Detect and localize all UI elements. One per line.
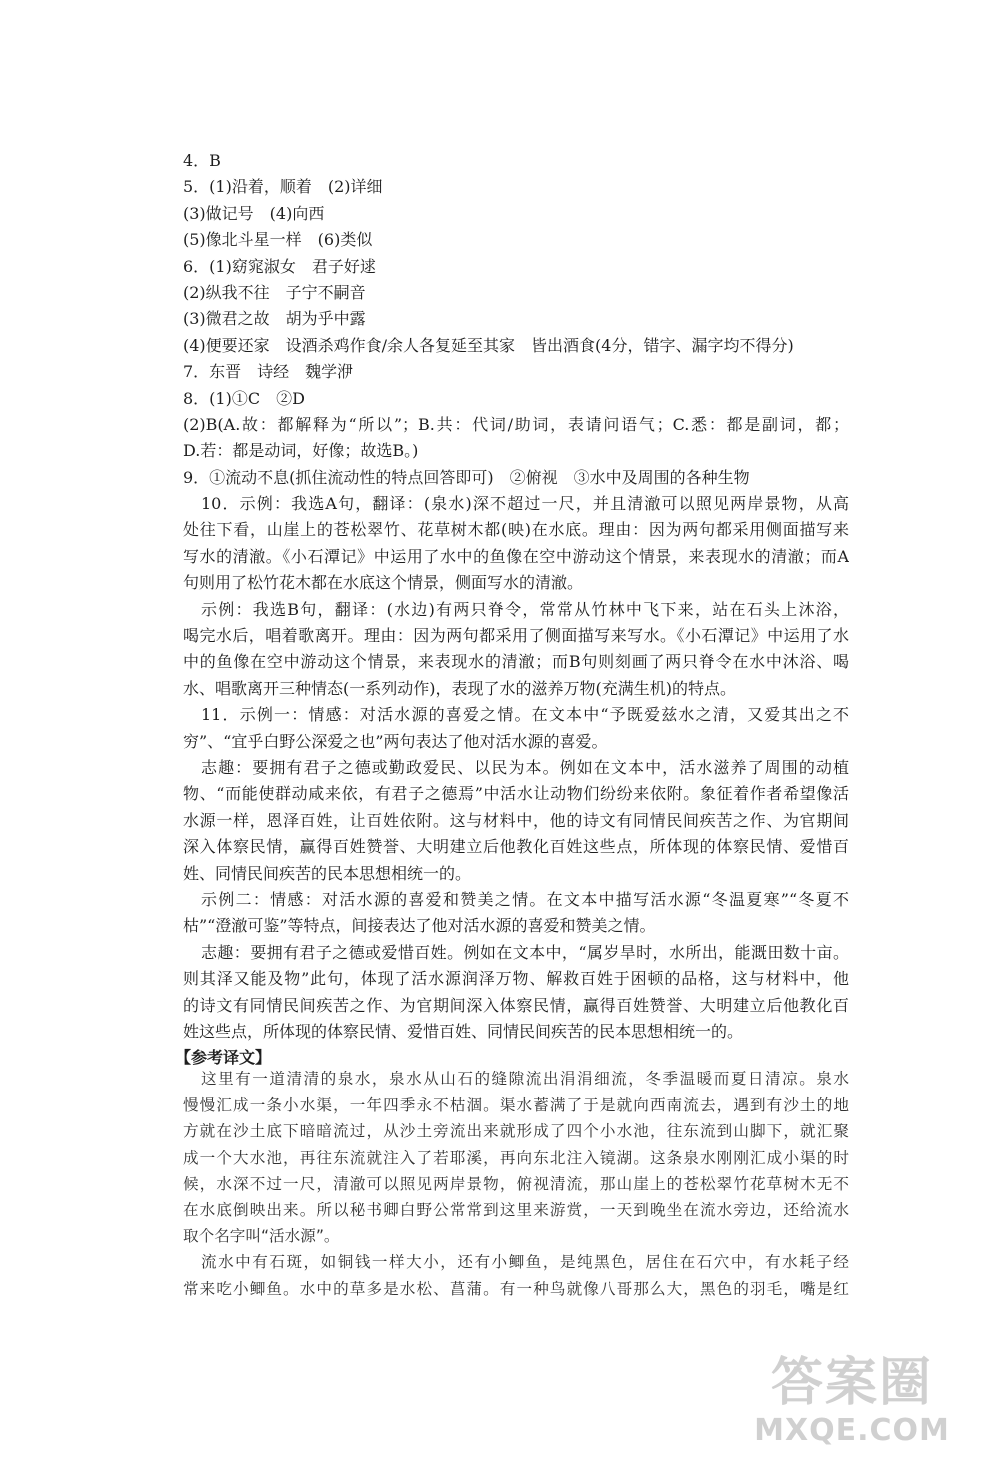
answer-line: (2)纵我不往 子宁不嗣音 bbox=[183, 282, 366, 302]
answer-line: 4．B bbox=[183, 151, 221, 170]
answer-line: (4)便要还家 设酒杀鸡作食/余人各复延至其家 皆出酒食(4分，错字、漏字均不得分) bbox=[183, 335, 794, 355]
answer-line: 喝完水后，唱着歌离开。理由：因为两句都采用了侧面描写来写水。《小石潭记》中运用了水 bbox=[183, 626, 849, 646]
answer-line: (3)做记号 (4)向西 bbox=[183, 203, 325, 223]
answer-line: 写水的清澈。《小石潭记》中运用了水中的鱼像在空中游动这个情景，来表现水的清澈；而A bbox=[183, 546, 849, 566]
translation-line: 常来吃小鲫鱼。水中的草多是水松、菖蒲。有一种鸟就像八哥那么大，黑色的羽毛，嘴是红 bbox=[183, 1279, 849, 1298]
answer-line: 则其泽又能及物”此句，体现了活水源润泽万物、解救百姓于困顿的品格，这与材料中，他 bbox=[183, 969, 849, 989]
answer-line: 8．(1)①C ②D bbox=[183, 388, 305, 408]
translation-line: 这里有一道清清的泉水，泉水从山石的缝隙流出涓涓细流，冬季温暖而夏日清凉。泉水 bbox=[201, 1070, 849, 1088]
translation-line: 取个名字叫“活水源”。 bbox=[183, 1227, 340, 1246]
translation-line: 方就在沙土底下暗暗流过，从沙土旁流出来就形成了四个小水池，往东流到山脚下，就汇聚 bbox=[183, 1122, 849, 1141]
answer-line: 句则用了松竹花木都在水底这个情景，侧面写水的清澈。 bbox=[183, 573, 584, 593]
answer-line: 深入体察民情，赢得百姓赞誉、大明建立后他教化百姓这些点，所体现的体察民情、爱惜百 bbox=[183, 837, 849, 857]
answer-line: 示例二：情感：对活水源的喜爱和赞美之情。在文本中描写活水源“冬温夏寒”“冬夏不 bbox=[201, 889, 849, 909]
answer-line: 示例：我选B句，翻译：(水边)有两只脊令，常常从竹林中飞下来，站在石头上沐浴， bbox=[201, 599, 849, 619]
watermark-text: 答案圈 bbox=[770, 1353, 933, 1413]
answer-line: 姓、同情民间疾苦的民本思想相统一的。 bbox=[183, 863, 472, 883]
answer-line: 7．东晋 诗经 魏学洢 bbox=[183, 362, 354, 382]
translation-line: 候，水深不过一尺，清澈可以照见两岸景物，俯视清流，那山崖上的苍松翠竹花草树木无不 bbox=[183, 1174, 849, 1193]
answer-line: 9．①流动不息(抓住流动性的特点回答即可) ②俯视 ③水中及周围的各种生物 bbox=[183, 467, 750, 487]
answer-line: D.若：都是动词，好像；故选B。) bbox=[183, 441, 419, 461]
answer-line: 6．(1)窈窕淑女 君子好逑 bbox=[183, 256, 376, 276]
answer-line: 11．示例一：情感：对活水源的喜爱之情。在文本中“予既爱兹水之清，又爱其出之不 bbox=[201, 705, 849, 725]
answer-line: 枯”“澄澈可鉴”等特点，间接表达了他对活水源的喜爱和赞美之情。 bbox=[183, 916, 656, 936]
answer-line: (2)B(A.故：都解释为“所以”；B.共：代词/助词，表请问语气；C.悉：都是副词，都； bbox=[183, 414, 849, 434]
answer-line: 5．(1)沿着，顺着 (2)详细 bbox=[183, 177, 383, 197]
translation-section bbox=[183, 1066, 849, 1302]
answer-line: 处往下看，山崖上的苍松翠竹、花草树木都(映)在水底。理由：因为两句都采用侧面描写来 bbox=[183, 520, 849, 540]
answer-line: 中的鱼像在空中游动这个情景，来表现水的清澈；而B句则刻画了两只脊令在水中沐浴、喝 bbox=[183, 652, 849, 672]
translation-line: 在水底倒映出来。所以秘书卿白野公常常到这里来游赏，一天到晚坐在流水旁边，还给流水 bbox=[183, 1200, 849, 1219]
translation-line: 慢慢汇成一条小水渠，一年四季永不枯涸。渠水蓄满了于是就向西南流去，遇到有沙土的地 bbox=[183, 1096, 849, 1115]
answer-line: (3)微君之故 胡为乎中露 bbox=[183, 309, 366, 329]
reference-translation-heading: 【参考译文】 bbox=[175, 1048, 272, 1068]
answer-line: 物、“而能使群动咸来依，有君子之德焉”中活水让动物们纷纷来依附。象征着作者希望像活 bbox=[183, 784, 849, 804]
answer-line: 志趣：要拥有君子之德或爱惜百姓。例如在文本中，“属岁旱时，水所出，能溉田数十亩。 bbox=[201, 942, 849, 962]
answer-line: 姓这些点，所体现的体察民情、爱惜百姓、同情民间疾苦的民本思想相统一的。 bbox=[183, 1021, 744, 1041]
answer-section bbox=[175, 148, 849, 1072]
answer-line: 10．示例：我选A句，翻译：(泉水)深不超过一尺，并且清澈可以照见两岸景物，从高 bbox=[201, 494, 849, 514]
answer-line: 志趣：要拥有君子之德或勤政爱民、以民为本。例如在文本中，活水滋养了周围的动植 bbox=[201, 757, 849, 777]
watermark-url: MXQE.COM bbox=[754, 1413, 950, 1448]
translation-line: 成一个大水池，再往东流就注入了若耶溪，再向东北注入镜湖。这条泉水刚刚汇成小渠的时 bbox=[183, 1148, 849, 1167]
answer-line: 穷”、“宜乎白野公深爱之也”两句表达了他对活水源的喜爱。 bbox=[183, 731, 608, 751]
watermark-logo bbox=[732, 1353, 972, 1463]
answer-line: 水源一样，恩泽百姓，让百姓依附。这与材料中，他的诗文有同情民间疾苦之作、为官期间 bbox=[183, 810, 849, 830]
translation-line: 流水中有石斑，如铜钱一样大小，还有小鲫鱼，是纯黑色，居住在石穴中，有水耗子经 bbox=[201, 1253, 849, 1272]
answer-line: 的诗文有同情民间疾苦之作、为官期间深入体察民情，赢得百姓赞誉、大明建立后他教化百 bbox=[183, 995, 849, 1015]
answer-line: 水、唱歌离开三种情态(一系列动作)，表现了水的滋养万物(充满生机)的特点。 bbox=[183, 678, 736, 698]
answer-line: (5)像北斗星一样 (6)类似 bbox=[183, 230, 373, 250]
